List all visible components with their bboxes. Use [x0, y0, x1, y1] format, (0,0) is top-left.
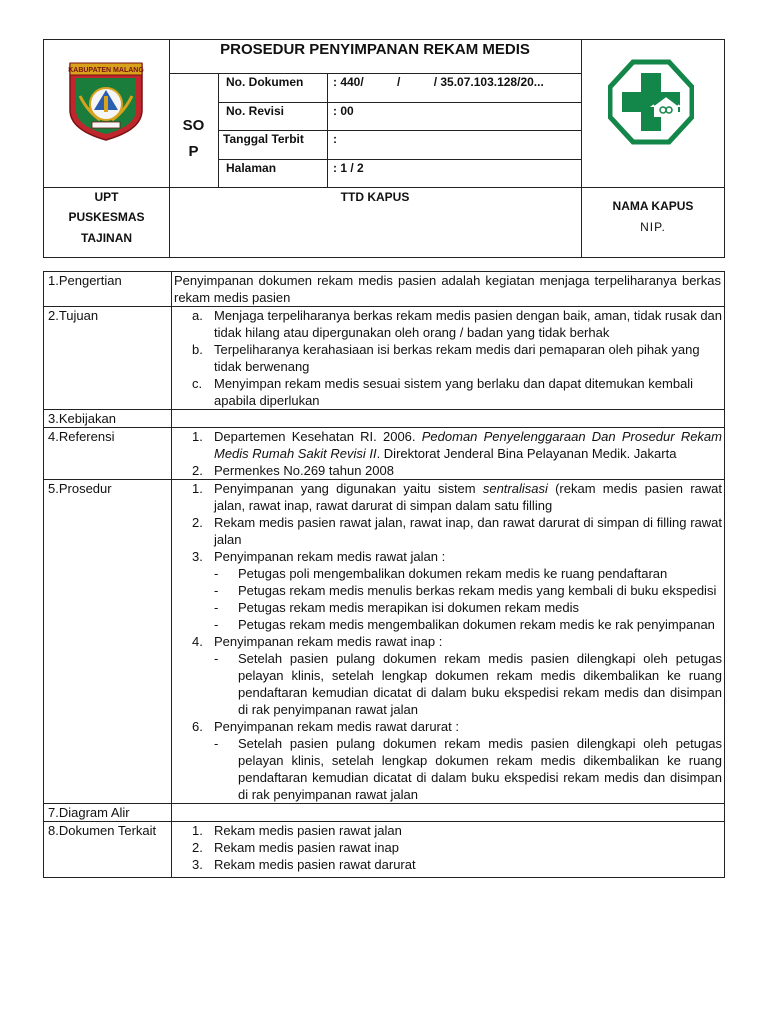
org-line-puskesmas: PUSKESMAS — [68, 210, 145, 224]
document-title: PROSEDUR PENYIMPANAN REKAM MEDIS — [220, 41, 530, 58]
sop-content-table — [43, 271, 725, 878]
label-prosedur: 5.Prosedur — [44, 480, 172, 804]
row-pengertian — [44, 272, 725, 307]
prosedur-substep: - Petugas rekam medis menulis berkas rekam medis yang kembali di buku ekspedisi — [214, 583, 717, 598]
referensi-item: 2. Permenkes No.269 tahun 2008 — [192, 463, 394, 478]
ttd-kapus: TTD KAPUS — [340, 190, 410, 204]
field-label-tanggal-terbit: Tanggal Terbit — [223, 132, 304, 146]
label-referensi: 4.Referensi — [44, 428, 172, 480]
row-dokumen-terkait — [44, 822, 725, 878]
dokumen-item: 3. Rekam medis pasien rawat darurat — [192, 857, 416, 872]
prosedur-step: 1. Penyimpanan yang digunakan yaitu sistem sentralisasi (rekam medis pasien rawat jalan, rawat inap, rawat darurat di simpan dalam satu filling — [192, 481, 723, 513]
org-line-tajinan: TAJINAN — [80, 231, 133, 245]
row-kebijakan — [44, 410, 725, 428]
prosedur-step: 6. Penyimpanan rekam medis rawat darurat : — [192, 719, 459, 734]
field-label-halaman: Halaman — [226, 161, 277, 175]
org-line-upt: UPT — [94, 190, 119, 204]
prosedur-substep: - Petugas rekam medis mengembalikan dokumen rekam medis ke rak penyimpanan — [214, 617, 715, 632]
row-referensi — [44, 428, 725, 480]
prosedur-step: 3. Penyimpanan rekam medis rawat jalan : — [192, 549, 446, 564]
tujuan-item: b. Terpeliharanya kerahasiaan isi berkas rekam medis dari pemaparan oleh pihak yang tidak berwenang — [192, 342, 700, 374]
sop-label-line1: SO — [182, 117, 205, 134]
field-label-no-dokumen: No. Dokumen — [226, 75, 304, 89]
label-tujuan: 2.Tujuan — [44, 307, 172, 410]
field-label-no-revisi: No. Revisi — [226, 104, 285, 118]
field-value-no-dokumen: : 440/ / / 35.07.103.128/20... — [333, 75, 544, 89]
prosedur-substep: - Petugas poli mengembalikan dokumen rekam medis ke ruang pendaftaran — [214, 566, 668, 581]
prosedur-step: 4. Penyimpanan rekam medis rawat inap : — [192, 634, 443, 649]
prosedur-substep: - Setelah pasien pulang dokumen rekam medis pasien dilengkapi oleh petugas pelayan klinis, setelah lengkap dokumen rekam medis dikembalikan ke ruang pendaftaran kemudian dicatat di dalam buku ekspedisi rekam medis dan disimpan di rak penyimpanan rawat jalan — [214, 736, 722, 802]
label-dokumen-terkait: 8.Dokumen Terkait — [44, 822, 172, 878]
row-prosedur — [44, 480, 725, 804]
nama-kapus: NAMA KAPUS — [612, 199, 694, 213]
kabupaten-malang-logo — [66, 60, 146, 142]
logo-lettering: KABUPATEN MALANG — [68, 67, 144, 74]
label-diagram-alir: 7.Diagram Alir — [44, 804, 172, 822]
field-value-halaman: : 1 / 2 — [333, 161, 364, 175]
field-value-tanggal-terbit: : — [333, 132, 337, 146]
nip: NIP. — [640, 220, 666, 234]
prosedur-substep: - Petugas rekam medis merapikan isi dokumen rekam medis — [214, 600, 580, 615]
label-kebijakan: 3.Kebijakan — [44, 410, 172, 428]
pengertian-text: Penyimpanan dokumen rekam medis pasien adalah kegiatan menjaga terpeliharanya berkas rekam medis pasien — [174, 273, 721, 305]
row-tujuan — [44, 307, 725, 410]
tujuan-item: c. Menyimpan rekam medis sesuai sistem yang berlaku dan dapat ditemukan kembali apabila diperlukan — [192, 376, 694, 408]
header-box — [43, 39, 725, 258]
puskesmas-logo — [608, 59, 694, 145]
sop-label-line2: P — [188, 143, 199, 160]
label-pengertian: 1.Pengertian — [44, 272, 172, 307]
field-value-no-revisi: : 00 — [333, 104, 354, 118]
tujuan-item: a. Menjaga terpeliharanya berkas rekam medis pasien dengan baik, aman, tidak rusak dan tidak hilang atau dipergunakan oleh orang / badan yang tidak berhak — [192, 308, 723, 340]
dokumen-item: 1. Rekam medis pasien rawat jalan — [192, 823, 402, 838]
dokumen-item: 2. Rekam medis pasien rawat inap — [192, 840, 399, 855]
prosedur-step: 2. Rekam medis pasien rawat jalan, rawat inap, dan rawat darurat di simpan di filling rawat jalan — [192, 515, 722, 547]
row-diagram-alir — [44, 804, 725, 822]
referensi-item: 1. Departemen Kesehatan RI. 2006. Pedoman Penyelenggaraan Dan Prosedur Rekam Medis Rumah Sakit Revisi II. Direktorat Jenderal Bina Pelayanan Medik. Jakarta — [192, 429, 722, 461]
prosedur-substep: - Setelah pasien pulang dokumen rekam medis pasien dilengkapi oleh petugas pelayan klinis, setelah lengkap dokumen rekam medis dikembalikan ke ruang pendaftaran kemudian dicatat di dalam buku ekspedisi rekam medis dan disimpan di rak penyimpanan rawat jalan — [214, 651, 722, 717]
